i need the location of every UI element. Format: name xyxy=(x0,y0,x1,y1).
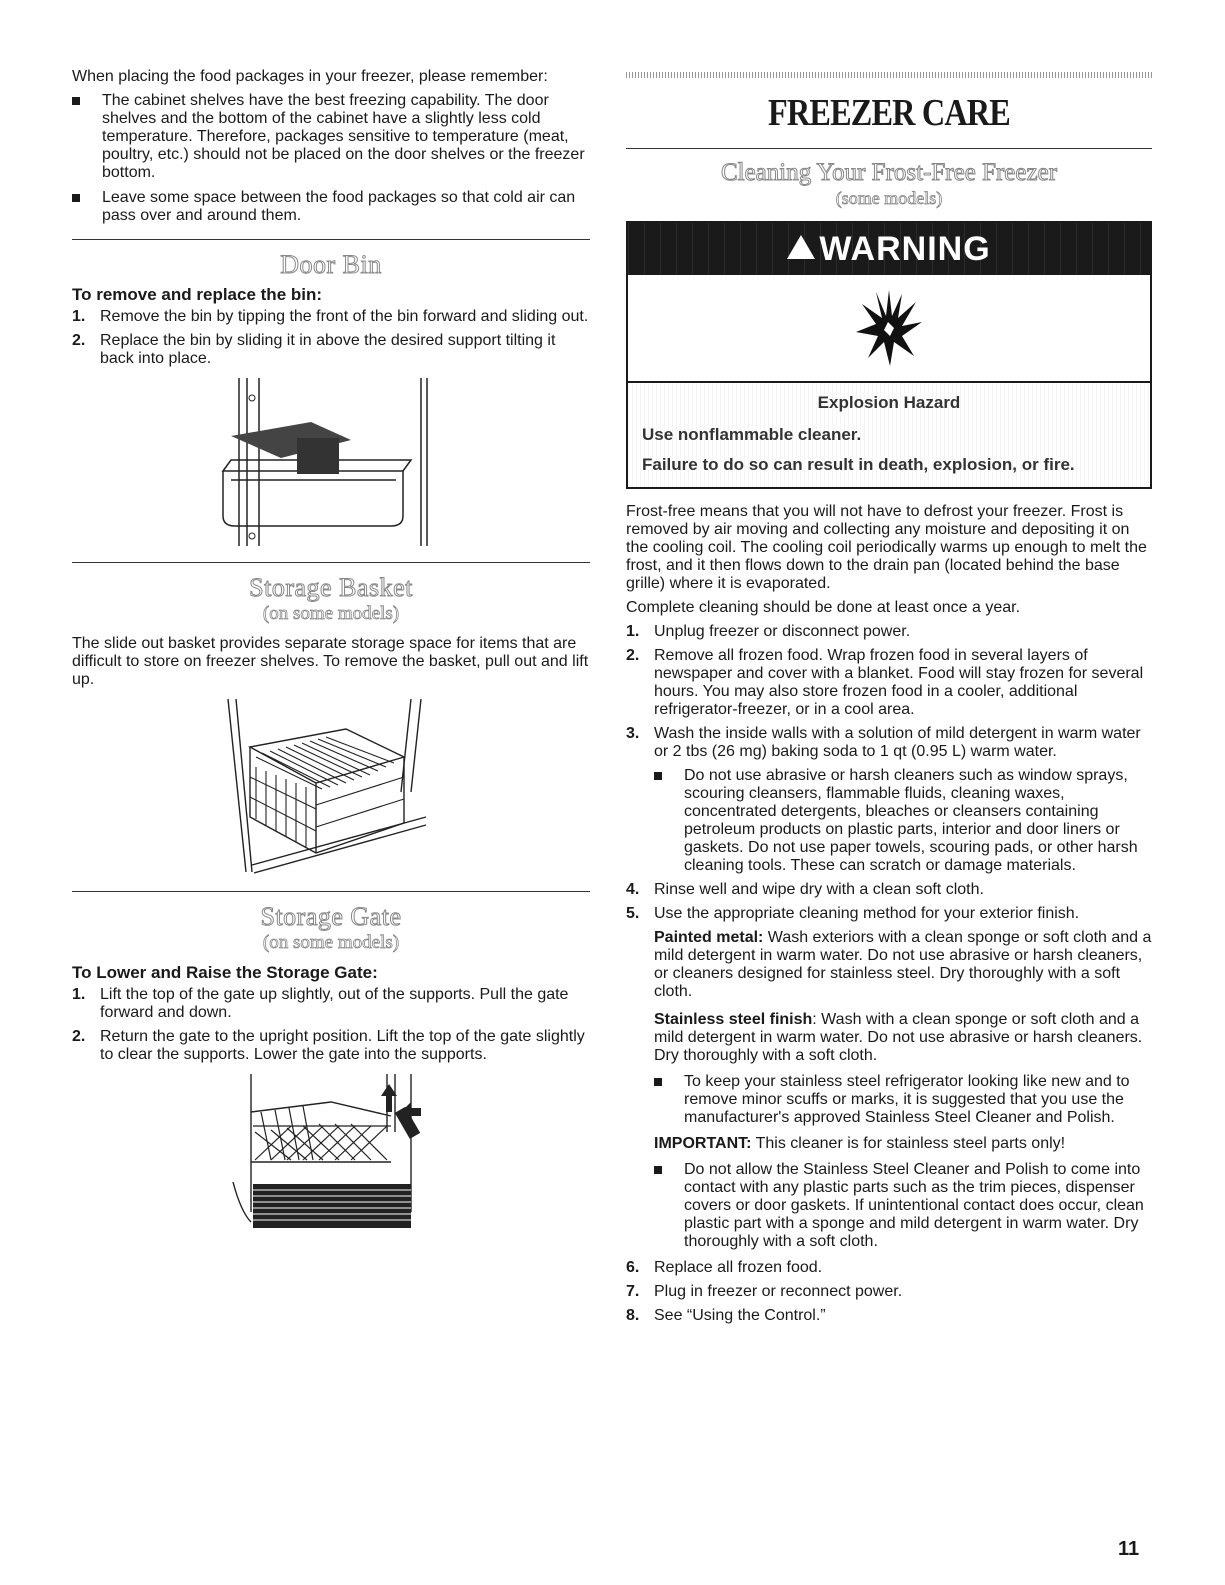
list-item: Do not allow the Stainless Steel Cleaner and Polish to come into contact with any plastic parts such as the trim pieces, dispenser covers or door gaskets. If unintentional contact does occur, clean plastic part with a sponge and mild detergent in warm water. Dry thoroughly with a soft cloth. xyxy=(654,1161,1152,1251)
page-title: FREEZER CARE xyxy=(768,92,1010,134)
important-text: IMPORTANT: This cleaner is for stainless steel parts only! xyxy=(654,1135,1066,1152)
list-item: 5. Use the appropriate cleaning method for your exterior finish. Painted metal: Wash exteriors with a clean sponge or soft cloth and a mild detergent in warm water. Do not use abrasive or harsh cleaners, or cleaners designed for stainless steel. Dry thoroughly with a soft cloth. Stainless steel finish: Wash with a clean sponge or soft cloth and a mild detergent in warm water. Do not use abrasive or harsh cleaners. Dry thoroughly with a soft cloth. To keep your stainless steel refrigerator looking like new and to remove minor scuffs or marks, it is suggested that you use the manufacturer's approved Stainless Steel Cleaner and Polish. IMPORTANT: This cleaner is for stainless steel parts only! Do not allow the Stainless Steel Cleaner and Polish to come into contact with any plastic parts such as the trim pieces, dispenser covers or door gaskets. If unintentional contact does occur, clean plastic part with a sponge and mild detergent in warm water. Dry thoroughly with a soft cloth. xyxy=(626,905,1152,1250)
storage-gate-illustration xyxy=(231,1072,431,1242)
painted-metal-text: Painted metal: Wash exteriors with a clean sponge or soft cloth and a mild detergent in warm water. Do not use abrasive or harsh cleaners, or cleaners designed for stainless steel. Dry thoroughly with a soft cloth. xyxy=(654,929,1152,1000)
list-item: To keep your stainless steel refrigerator looking like new and to remove minor scuffs or marks, it is suggested that you use the manufacturer's approved Stainless Steel Cleaner and Polish. xyxy=(654,1073,1152,1127)
list-item: 3. Wash the inside walls with a solution of mild detergent in warm water or 2 tbs (26 mg) baking soda to 1 qt (0.95 L) warm water. Do not use abrasive or harsh cleaners such as window sprays, scouring cleansers, flammable fluids, cleaning waxes, concentrated detergents, bleaches or cleansers containing petroleum products on plastic parts, interior and door liners or gaskets. Do not use paper towels, scouring pads, or other harsh cleaning tools. These can scratch or damage materials. xyxy=(626,725,1152,875)
list-item: Do not use abrasive or harsh cleaners such as window sprays, scouring cleansers, flammable fluids, cleaning waxes, concentrated detergents, bleaches or cleansers containing petroleum products on plastic parts, interior and door liners or gaskets. Do not use paper towels, scouring pads, or other harsh cleaning tools. These can scratch or damage materials. xyxy=(654,767,1152,875)
page-number: 11 xyxy=(1118,1538,1140,1560)
bullet-square-icon xyxy=(654,1166,662,1174)
storage-gate-steps xyxy=(72,986,590,1064)
list-item: 2. Remove all frozen food. Wrap frozen food in several layers of newspaper and cover with a blanket. Food will stay frozen for several hours. You may also store frozen food in a cooler, additional refrigerator-freezer, or in a cool area. xyxy=(626,647,1144,718)
door-bin-illustration xyxy=(221,376,441,548)
bullet-square-icon xyxy=(654,772,662,780)
left-column xyxy=(72,68,590,1256)
warning-header xyxy=(628,223,1150,275)
list-item: 2. Replace the bin by sliding it in above the desired support tilting it back into place. xyxy=(72,332,556,367)
warning-box xyxy=(626,221,1152,489)
header-pattern-bar xyxy=(626,72,1152,78)
list-item: 1. Remove the bin by tipping the front of the bin forward and sliding out. xyxy=(72,308,589,325)
list-item: 1. Unplug freezer or disconnect power. xyxy=(626,623,911,640)
section-title: Cleaning Your Frost-Free Freezer xyxy=(720,159,1058,186)
stainless-steel-text: Stainless steel finish: Wash with a clean sponge or soft cloth and a mild detergent in warm water. Do not use abrasive or harsh cleaners. Dry thoroughly with a soft cloth. xyxy=(654,1011,1143,1064)
divider xyxy=(72,562,590,563)
door-bin-subhead: To remove and replace the bin: xyxy=(72,285,323,304)
frost-free-text: Frost-free means that you will not have to defrost your freezer. Frost is removed by air moving and collecting any moisture and depositing it on the cooling coil. The cooling coil periodically warms up enough to melt the frost, and it then flows down to the drain pan (located behind the base grille) where it is evaporated. xyxy=(626,503,1147,592)
explosion-icon xyxy=(854,288,924,368)
intro-bullets xyxy=(72,92,590,225)
door-bin-steps xyxy=(72,308,590,368)
cleaning-steps-b xyxy=(626,881,1152,1251)
warning-label: WARNING xyxy=(819,230,991,268)
intro-text: When placing the food packages in your freezer, please remember: xyxy=(72,68,548,85)
list-item: 1. Lift the top of the gate up slightly, out of the supports. Pull the gate forward and down. xyxy=(72,986,569,1021)
cleaning-steps-a xyxy=(626,623,1152,875)
list-item: 4. Rinse well and wipe dry with a clean soft cloth. xyxy=(626,881,984,898)
list-item: 7. Plug in freezer or reconnect power. xyxy=(626,1283,903,1300)
storage-gate-title: Storage Gate xyxy=(260,902,402,931)
cleaning-frequency-text: Complete cleaning should be done at least once a year. xyxy=(626,599,1021,616)
storage-basket-illustration xyxy=(226,697,436,877)
divider xyxy=(72,891,590,892)
warning-line-2: Failure to do so can result in death, explosion, or fire. xyxy=(642,455,1075,474)
warning-triangle-icon xyxy=(787,235,815,259)
list-item: The cabinet shelves have the best freezing capability. The door shelves and the bottom of the cabinet have a slightly less cold temperature. Therefore, packages sensitive to temperature (meat, poultry, etc.) should not be placed on the door shelves or the freezer bottom. xyxy=(72,92,590,182)
right-column xyxy=(626,72,1152,1331)
bullet-square-icon xyxy=(72,194,80,202)
list-item: 6. Replace all frozen food. xyxy=(626,1259,823,1276)
bullet-square-icon xyxy=(654,1078,662,1086)
cleaning-steps-c xyxy=(626,1259,1152,1325)
bullet-square-icon xyxy=(72,97,80,105)
storage-gate-subtitle: (on some models) xyxy=(262,932,400,953)
list-item: Leave some space between the food packages so that cold air can pass over and around them. xyxy=(72,189,590,225)
door-bin-title: Door Bin xyxy=(280,250,382,279)
list-item: 2. Return the gate to the upright position. Lift the top of the gate slightly to clear the supports. Lower the gate into the supports. xyxy=(72,1028,585,1063)
important-bullets xyxy=(654,1161,1152,1251)
warning-line-1: Use nonflammable cleaner. xyxy=(642,425,862,444)
divider xyxy=(626,148,1152,149)
storage-basket-title: Storage Basket xyxy=(249,573,413,602)
storage-basket-text: The slide out basket provides separate storage space for items that are difficult to store on freezer shelves. To remove the basket, pull out and lift up. xyxy=(72,635,589,688)
step-3-bullets xyxy=(654,767,1152,875)
stainless-bullets xyxy=(654,1073,1152,1127)
list-item: 8. See “Using the Control.” xyxy=(626,1307,826,1324)
hazard-icon-area xyxy=(628,275,1150,383)
storage-basket-subtitle: (on some models) xyxy=(262,603,400,624)
divider xyxy=(72,239,590,240)
section-subtitle: (some models) xyxy=(835,188,943,208)
storage-gate-subhead: To Lower and Raise the Storage Gate: xyxy=(72,963,378,982)
warning-message xyxy=(628,383,1150,487)
hazard-name: Explosion Hazard xyxy=(817,393,961,412)
